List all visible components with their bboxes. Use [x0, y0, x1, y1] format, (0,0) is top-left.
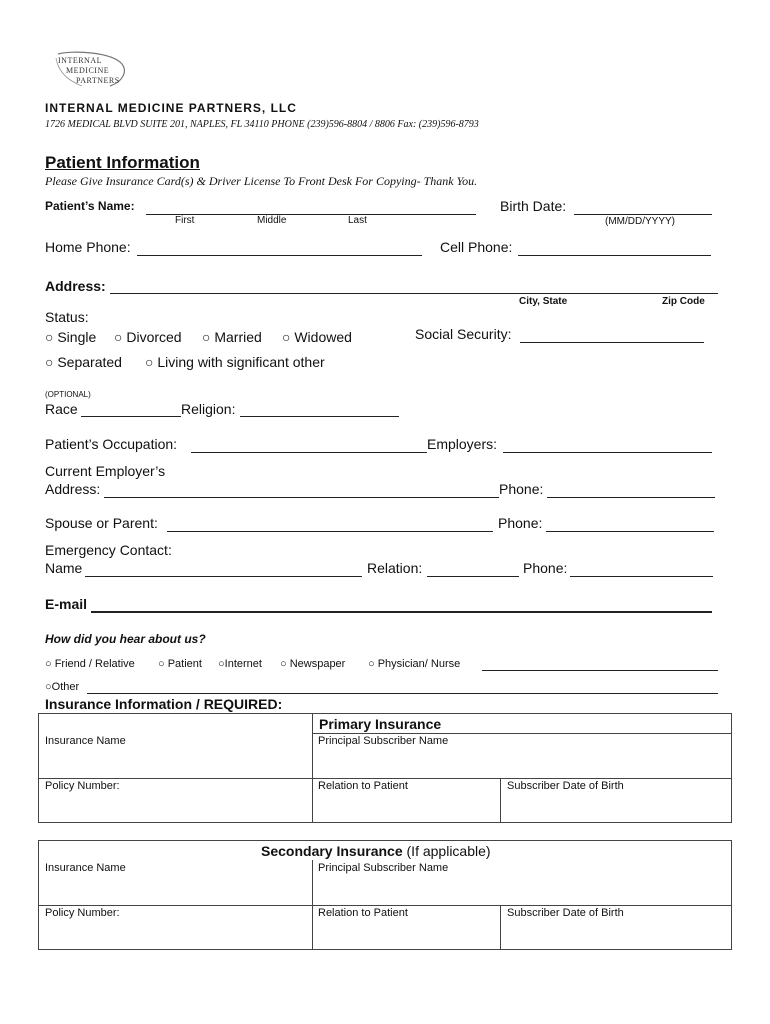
- referral-other[interactable]: ○Other: [45, 681, 80, 693]
- insurance-heading: Insurance Information / REQUIRED:: [45, 696, 283, 712]
- spouse-phone-field[interactable]: [546, 531, 714, 532]
- occupation-label: Patient’s Occupation:: [45, 436, 178, 452]
- secondary-insurance-name[interactable]: Insurance Name: [45, 862, 126, 874]
- birth-date-hint: (MM/DD/YYYY): [605, 216, 675, 227]
- status-divorced[interactable]: ○ Divorced: [114, 329, 182, 345]
- address-label: Address:: [45, 278, 106, 294]
- status-single[interactable]: ○ Single: [45, 329, 97, 345]
- referral-friend[interactable]: ○ Friend / Relative: [45, 658, 135, 670]
- instructions: Please Give Insurance Card(s) & Driver License To Front Desk For Copying- Thank You.: [45, 174, 478, 188]
- primary-insurance-title: Primary Insurance: [319, 716, 442, 732]
- email-label: E-mail: [45, 596, 88, 612]
- employers-label: Employers:: [427, 436, 498, 452]
- referral-newspaper[interactable]: ○ Newspaper: [280, 658, 346, 670]
- spouse-label: Spouse or Parent:: [45, 515, 158, 531]
- birth-date-label: Birth Date:: [500, 198, 567, 214]
- page-title: Patient Information: [45, 153, 200, 172]
- logo: [52, 50, 132, 90]
- primary-policy-number[interactable]: Policy Number:: [45, 780, 120, 792]
- race-label: Race: [45, 401, 78, 417]
- secondary-subscriber-name[interactable]: Principal Subscriber Name: [318, 862, 449, 874]
- employers-field[interactable]: [503, 452, 712, 453]
- status-living[interactable]: ○ Living with significant other: [145, 354, 325, 370]
- status-widowed[interactable]: ○ Widowed: [282, 329, 352, 345]
- patient-name-label: Patient’s Name:: [45, 199, 135, 213]
- emergency-contact-label: Emergency Contact:: [45, 542, 172, 558]
- secondary-policy-number[interactable]: Policy Number:: [45, 907, 120, 919]
- referral-internet[interactable]: ○Internet: [218, 658, 262, 670]
- emergency-name-label: Name: [45, 560, 83, 576]
- referral-physician-field[interactable]: [482, 670, 718, 671]
- primary-relation[interactable]: Relation to Patient: [318, 780, 408, 792]
- employer-address-label-2: Address:: [45, 481, 101, 497]
- address-field[interactable]: [110, 293, 718, 294]
- home-phone-field[interactable]: [137, 255, 422, 256]
- secondary-note: (If applicable): [402, 843, 491, 859]
- middle-name-hint: Middle: [257, 215, 287, 226]
- logo-line1: INTERNAL: [58, 56, 102, 65]
- first-name-hint: First: [175, 215, 195, 226]
- emergency-name-field[interactable]: [85, 576, 362, 577]
- emergency-phone-field[interactable]: [570, 576, 713, 577]
- referral-patient[interactable]: ○ Patient: [158, 658, 202, 670]
- cell-phone-label: Cell Phone:: [440, 239, 513, 255]
- secondary-insurance-title: [261, 843, 491, 859]
- patient-name-field[interactable]: [146, 214, 476, 215]
- social-security-field[interactable]: [520, 342, 704, 343]
- secondary-relation[interactable]: Relation to Patient: [318, 907, 408, 919]
- last-name-hint: Last: [348, 215, 367, 226]
- secondary-insurance-table: [38, 840, 732, 950]
- logo-line3: PARTNERS: [76, 76, 120, 85]
- emergency-relation-label: Relation:: [367, 560, 423, 576]
- referral-question: How did you hear about us?: [45, 632, 206, 646]
- occupation-field[interactable]: [191, 452, 427, 453]
- company-name: INTERNAL MEDICINE PARTNERS, LLC: [45, 101, 297, 115]
- logo-line2: MEDICINE: [66, 66, 110, 75]
- zip-code-hint: Zip Code: [662, 296, 705, 307]
- referral-other-field[interactable]: [87, 693, 718, 694]
- religion-label: Religion:: [181, 401, 236, 417]
- emergency-relation-field[interactable]: [427, 576, 519, 577]
- employer-address-field[interactable]: [104, 497, 499, 498]
- primary-subscriber-dob[interactable]: Subscriber Date of Birth: [507, 780, 624, 792]
- employer-phone-field[interactable]: [547, 497, 715, 498]
- status-label: Status:: [45, 309, 89, 325]
- emergency-phone-label: Phone:: [523, 560, 568, 576]
- optional-note: (OPTIONAL): [45, 390, 91, 399]
- primary-insurance-table: [38, 713, 732, 823]
- spouse-field[interactable]: [167, 531, 493, 532]
- spouse-phone-label: Phone:: [498, 515, 543, 531]
- social-security-label: Social Security:: [415, 326, 512, 342]
- status-married[interactable]: ○ Married: [202, 329, 262, 345]
- cell-phone-field[interactable]: [518, 255, 711, 256]
- referral-physician[interactable]: ○ Physician/ Nurse: [368, 658, 461, 670]
- secondary-subscriber-dob[interactable]: Subscriber Date of Birth: [507, 907, 624, 919]
- email-field[interactable]: [91, 611, 712, 613]
- primary-insurance-name[interactable]: Insurance Name: [45, 735, 126, 747]
- home-phone-label: Home Phone:: [45, 239, 131, 255]
- secondary-title-text: Secondary Insurance: [261, 843, 403, 859]
- primary-subscriber-name[interactable]: Principal Subscriber Name: [318, 735, 449, 747]
- religion-field[interactable]: [240, 416, 399, 417]
- city-state-hint: City, State: [519, 296, 568, 307]
- birth-date-field[interactable]: [574, 214, 712, 215]
- employer-phone-label: Phone:: [499, 481, 544, 497]
- status-separated[interactable]: ○ Separated: [45, 354, 122, 370]
- company-address: 1726 MEDICAL BLVD SUITE 201, NAPLES, FL 34110 PHONE (239)596-8804 / 8806 Fax: (239)596-8793: [45, 119, 479, 130]
- race-field[interactable]: [81, 416, 181, 417]
- employer-address-label-1: Current Employer’s: [45, 463, 166, 479]
